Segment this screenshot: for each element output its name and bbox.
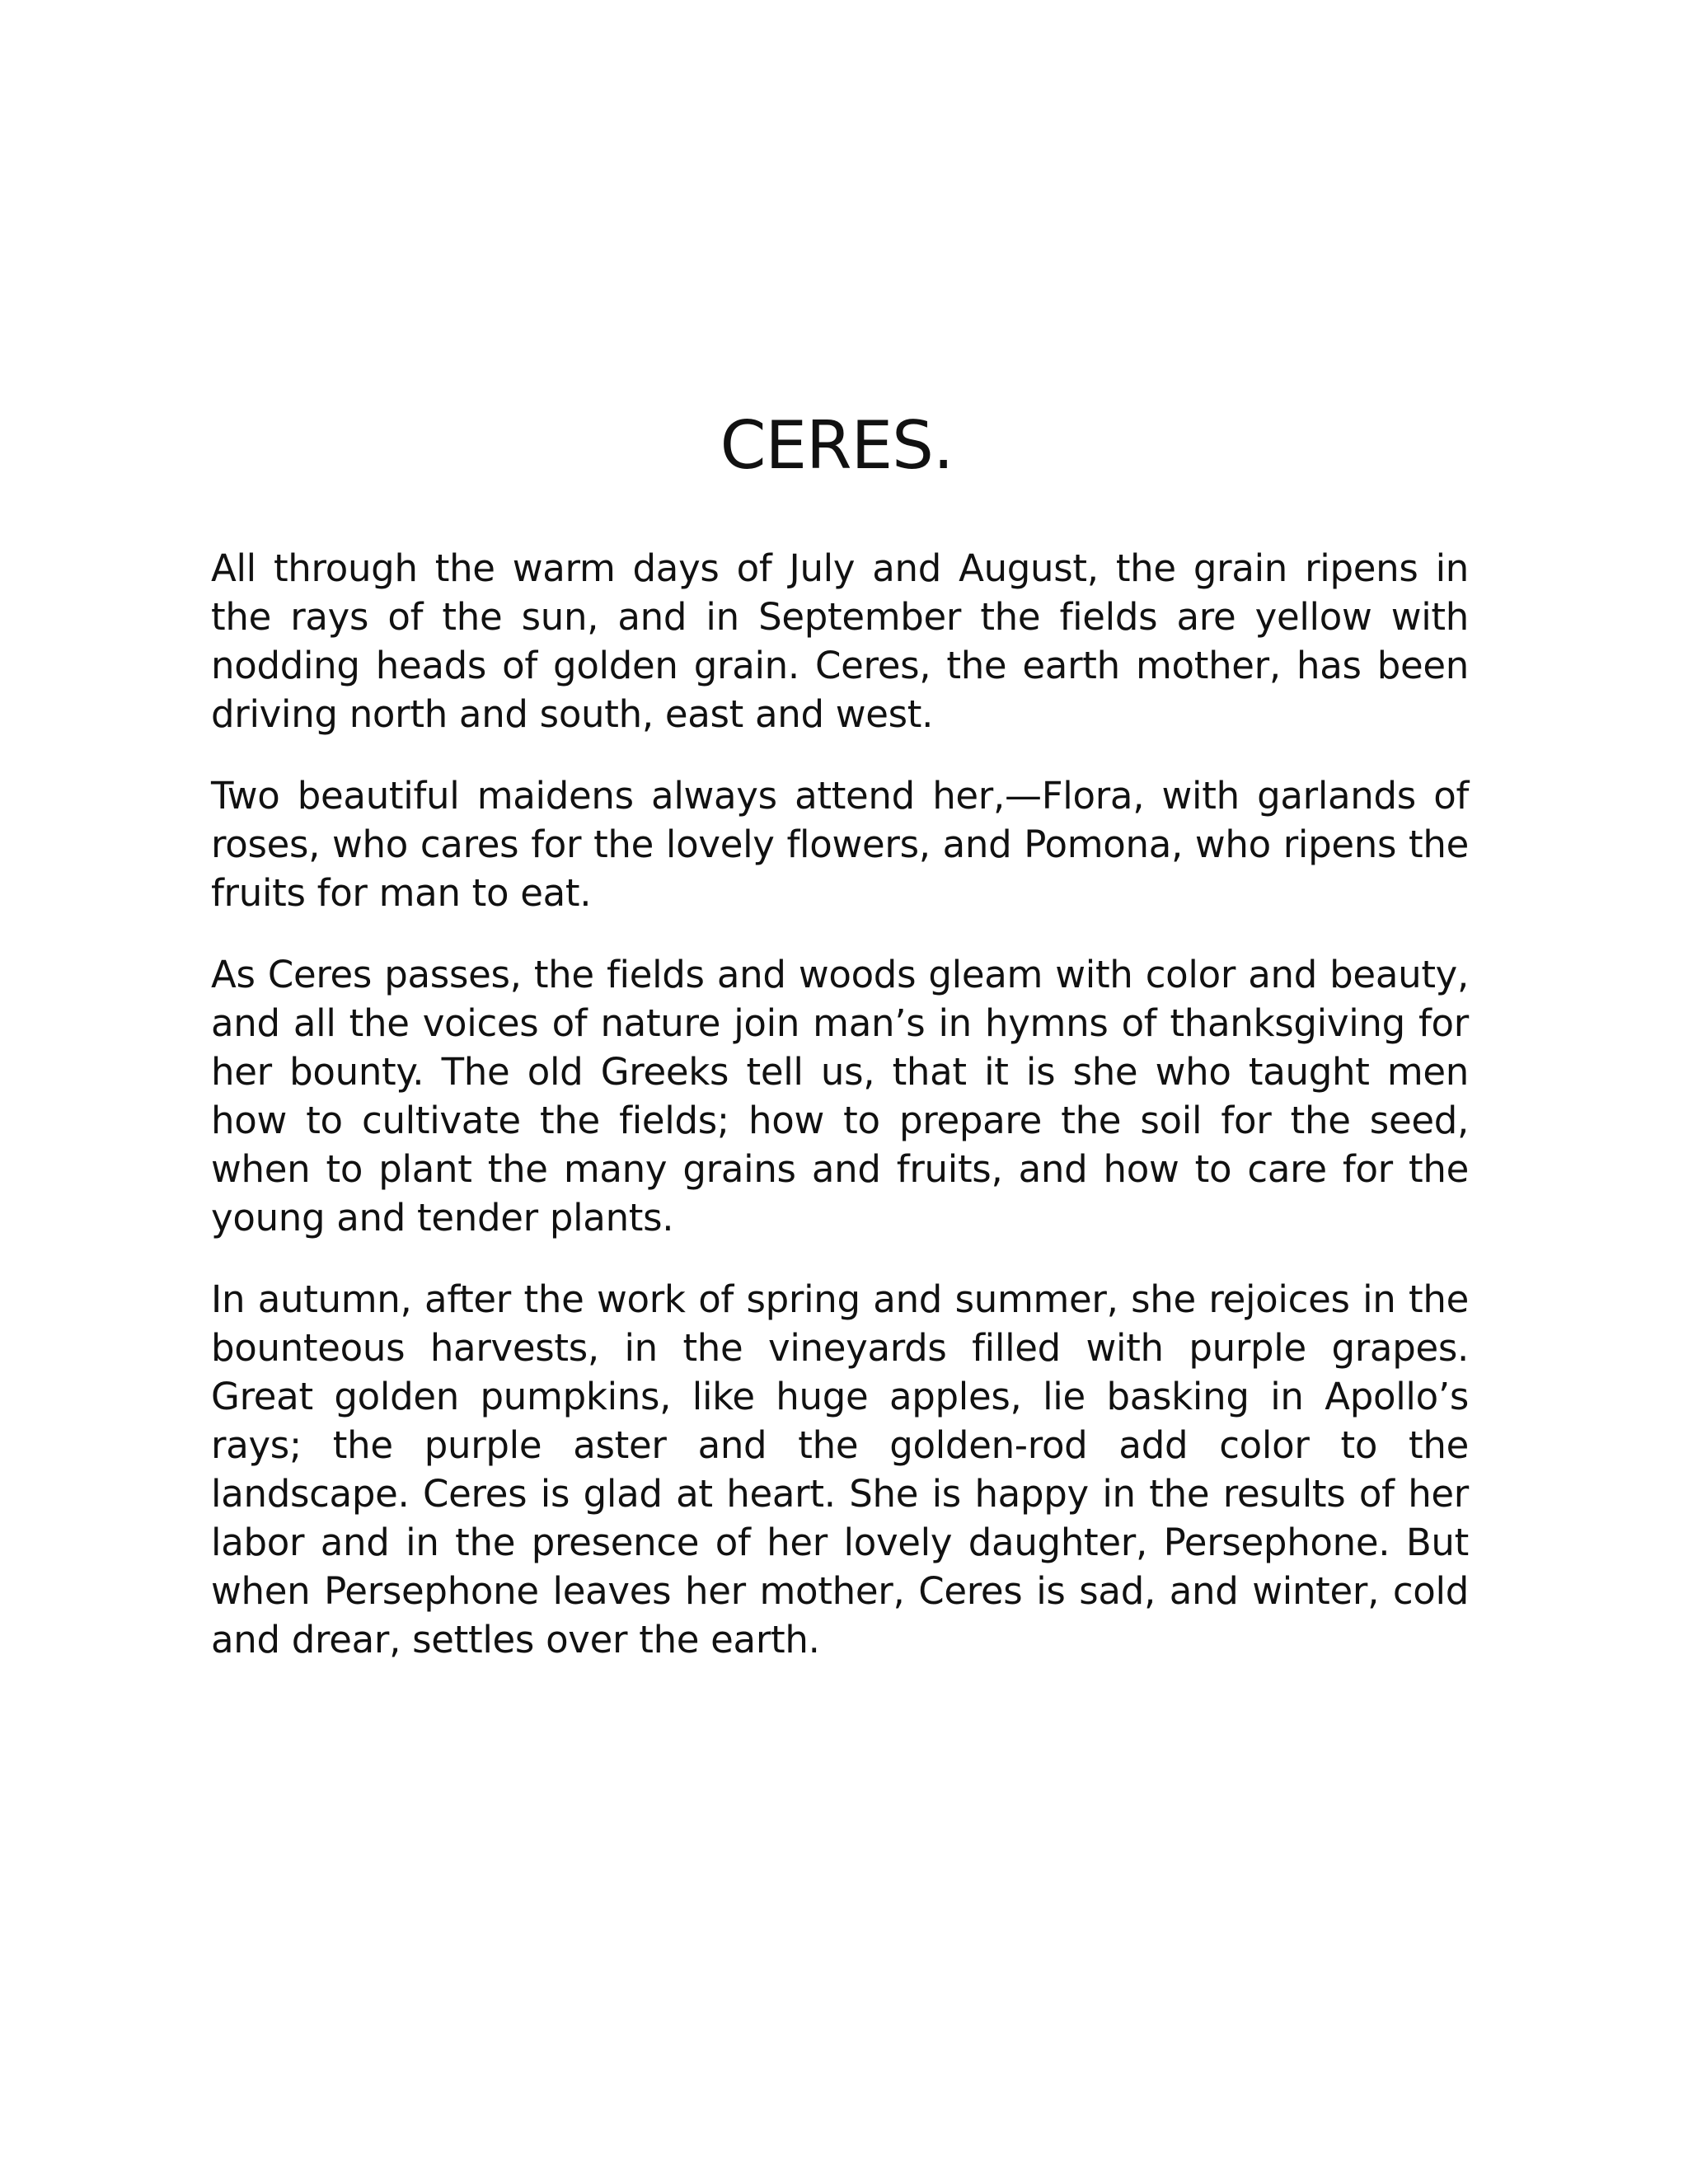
body-text: [211, 544, 1469, 1697]
paragraph-3: As Ceres passes, the fields and woods gleam with color and beauty, and all the voices of nature join man’s in hymns of thanksgiving for her bounty. The old Greeks tell us, that it is she who taught men how to cultivate the fields; how to prepare the soil for the seed, when to plant the many grains and fruits, and how to care for the young and tender plants.: [211, 953, 1469, 1240]
page-title: CERES.: [720, 407, 954, 484]
paragraph-2: Two beautiful maidens always attend her,—Flora, with garlands of roses, who cares for the lovely flowers, and Pomona, who ripens the fruits for man to eat.: [211, 774, 1469, 915]
paragraph-4: In autumn, after the work of spring and summer, she rejoices in the bounteous harvests, in the vineyards filled with purple grapes. Great golden pumpkins, like huge apples, lie basking in Apollo’s rays; the purple aster and the golden-rod add color to the landscape. Ceres is glad at heart. She is happy in the results of her labor and in the presence of her lovely daughter, Persephone. But when Persephone leaves her mother, Ceres is sad, and winter, cold and drear, settles over the earth.: [211, 1277, 1469, 1661]
paragraph-1: All through the warm days of July and August, the grain ripens in the rays of the sun, and in September the fields are yellow with nodding heads of golden grain. Ceres, the earth mother, has been driving north and south, east and west.: [211, 546, 1469, 736]
